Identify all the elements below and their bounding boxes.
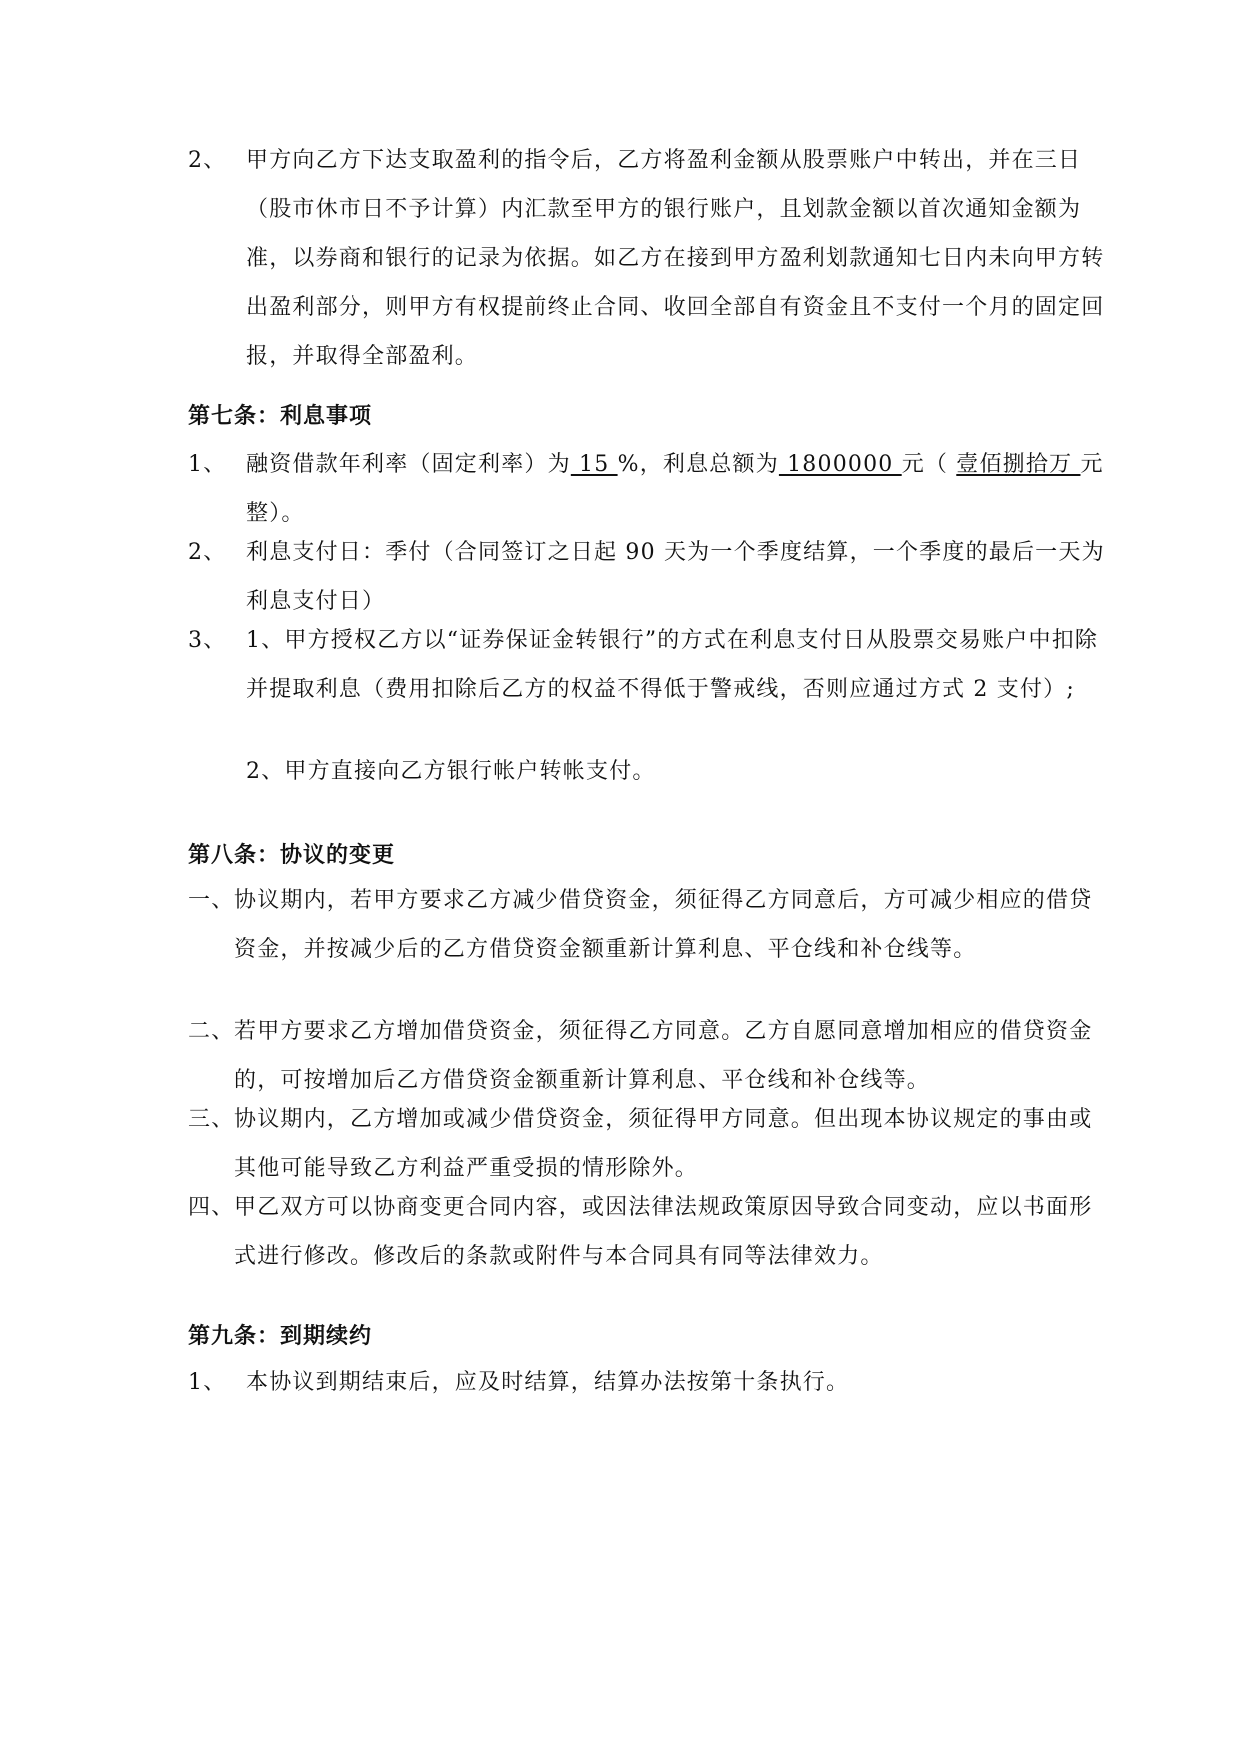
item-text: 甲方向乙方下达支取盈利的指令后，乙方将盈利金额从股票账户中转出，并在三日（股市休市日不予计算）内汇款至甲方的银行账户，且划款金额以首次通知金额为准，以券商和银行的记录为依据。如乙方在接到甲方盈利划款通知七日内未向甲方转出盈利部分，则甲方有权提前终止合同、收回全部自有资金且不支付一个月的固定回报，并取得全部盈利。 [246, 148, 1105, 369]
item-number: 二、 [188, 1019, 235, 1044]
item-text: 协议期内，乙方增加或减少借贷资金，须征得甲方同意。但出现本协议规定的事由或其他可能导致乙方利益严重受损的情形除外。 [234, 1107, 1093, 1181]
clause-8-item-4 [188, 1183, 1102, 1281]
clause-8-item-2 [188, 1007, 1102, 1105]
item-text: 若甲方要求乙方增加借贷资金，须征得乙方同意。乙方自愿同意增加相应的借贷资金的，可按增加后乙方借贷资金额重新计算利息、平仓线和补仓线等。 [234, 1019, 1093, 1093]
item-text: 1、甲方授权乙方以“证券保证金转银行”的方式在利息支付日从股票交易账户中扣除并提取利息（费用扣除后乙方的权益不得低于警戒线，否则应通过方式 2 支付）; [246, 628, 1099, 702]
item-text: 利息支付日：季付（合同签订之日起 90 天为一个季度结算，一个季度的最后一天为利息支付日） [246, 540, 1105, 614]
interest-total-field: 1800000 [778, 452, 902, 477]
item-number: 三、 [188, 1107, 235, 1132]
clause-7-item-1 [188, 440, 1114, 538]
item-text-part2: %，利息总额为 [617, 452, 779, 477]
interest-rate-field: 15 [570, 452, 618, 477]
clause-6-item-2 [188, 136, 1114, 381]
item-number: 2、 [188, 148, 227, 173]
item-text-part4: 元整）。 [246, 452, 1104, 526]
item-number: 四、 [188, 1195, 235, 1220]
item-text-part3: 元（ [901, 452, 957, 477]
item-text: 协议期内，若甲方要求乙方减少借贷资金，须征得乙方同意后，方可减少相应的借贷资金，并按减少后的乙方借贷资金额重新计算利息、平仓线和补仓线等。 [234, 888, 1093, 962]
clause-7-item-3 [188, 616, 1114, 714]
item-text-part1: 融资借款年利率（固定利率）为 [246, 452, 571, 477]
item-number: 1、 [188, 452, 227, 477]
item-number: 2、 [188, 540, 227, 565]
section-7-heading: 第七条：利息事项 [188, 404, 373, 429]
clause-9-item-1 [188, 1358, 1114, 1407]
clause-7-item-3-sub: 2、甲方直接向乙方银行帐户转帐支付。 [246, 759, 656, 784]
clause-8-item-1 [188, 876, 1102, 974]
item-text: 本协议到期结束后，应及时结算，结算办法按第十条执行。 [246, 1370, 850, 1395]
section-8-heading: 第八条：协议的变更 [188, 843, 396, 868]
item-text: 甲乙双方可以协商变更合同内容，或因法律法规政策原因导致合同变动，应以书面形式进行修改。修改后的条款或附件与本合同具有同等法律效力。 [234, 1195, 1093, 1269]
section-9-heading: 第九条：到期续约 [188, 1324, 373, 1349]
interest-total-words-field: 壹佰捌拾万 [956, 452, 1081, 477]
item-number: 1、 [188, 1370, 227, 1395]
item-number: 一、 [188, 888, 235, 913]
clause-7-item-2 [188, 528, 1114, 626]
clause-8-item-3 [188, 1095, 1102, 1193]
item-number: 3、 [188, 628, 227, 653]
